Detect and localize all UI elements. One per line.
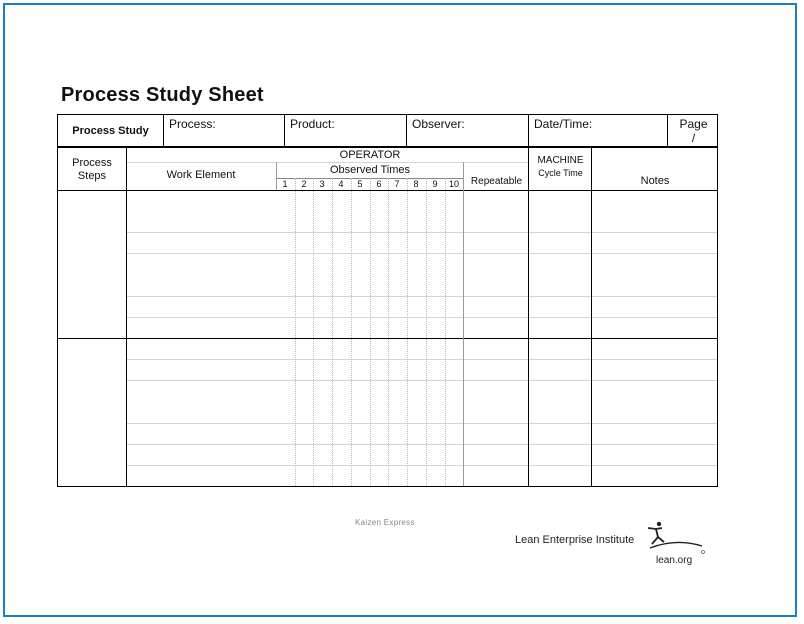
row-line [126,253,717,254]
col-divider-repeatable [463,162,464,486]
observer-field[interactable] [406,115,528,146]
notes-header: Notes [640,175,670,187]
obs-number-9: 9 [432,179,438,189]
observed-times-header: Observed Times [329,164,411,176]
row-line [126,380,717,381]
page-field[interactable] [667,115,719,146]
work-element-header: Work Element [166,169,236,181]
process-steps-header [58,157,126,183]
obs-col-line [388,178,389,486]
row-line [126,465,717,466]
page-label: Page [679,117,708,131]
subheader-line [126,162,529,163]
date-time-field[interactable] [528,115,667,146]
process-steps-line1: Process [72,157,112,169]
study-table [57,147,718,487]
obs-col-line [295,178,296,486]
obs-number-7: 7 [394,179,400,189]
product-label: Product: [290,117,335,131]
col-divider-steps [126,148,127,486]
cycle-time-header: Cycle Time [538,168,583,178]
observer-label: Observer: [412,117,465,131]
page-title: Process Study Sheet [61,84,264,106]
obs-number-10: 10 [448,179,459,189]
row-line [126,317,717,318]
institute-url: lean.org [656,555,693,566]
row-line [126,232,717,233]
obs-number-5: 5 [357,179,363,189]
row-line [126,423,717,424]
obs-col-line [426,178,427,486]
process-study-label: Process Study [72,124,149,137]
obs-col-line [313,178,314,486]
operator-header: OPERATOR [339,149,401,161]
col-divider-notes [591,148,592,486]
page-separator: / [691,131,696,145]
date-time-label: Date/Time: [534,117,593,131]
obs-col-line [445,178,446,486]
obs-col-line [332,178,333,486]
obs-col-line [370,178,371,486]
process-steps-line2: Steps [77,170,107,182]
header-row [57,114,718,147]
obs-col-line [351,178,352,486]
process-field[interactable] [163,115,284,146]
obs-number-6: 6 [376,179,382,189]
row-line [126,296,717,297]
machine-header: MACHINE [537,155,584,166]
obs-number-3: 3 [319,179,325,189]
obs-number-4: 4 [338,179,344,189]
lei-logo-icon [640,518,706,558]
institute-name: Lean Enterprise Institute [515,534,635,546]
obs-col-line [407,178,408,486]
process-label: Process: [169,117,216,131]
obs-number-2: 2 [301,179,307,189]
obs-number-8: 8 [413,179,419,189]
col-divider-operator [276,162,277,190]
row-line [126,444,717,445]
product-field[interactable] [284,115,406,146]
col-divider-machine [528,148,529,486]
row-line [126,359,717,360]
kaizen-express-text: Kaizen Express [355,518,415,527]
obs-number-1: 1 [282,179,288,189]
repeatable-header: Repeatable [470,176,523,187]
